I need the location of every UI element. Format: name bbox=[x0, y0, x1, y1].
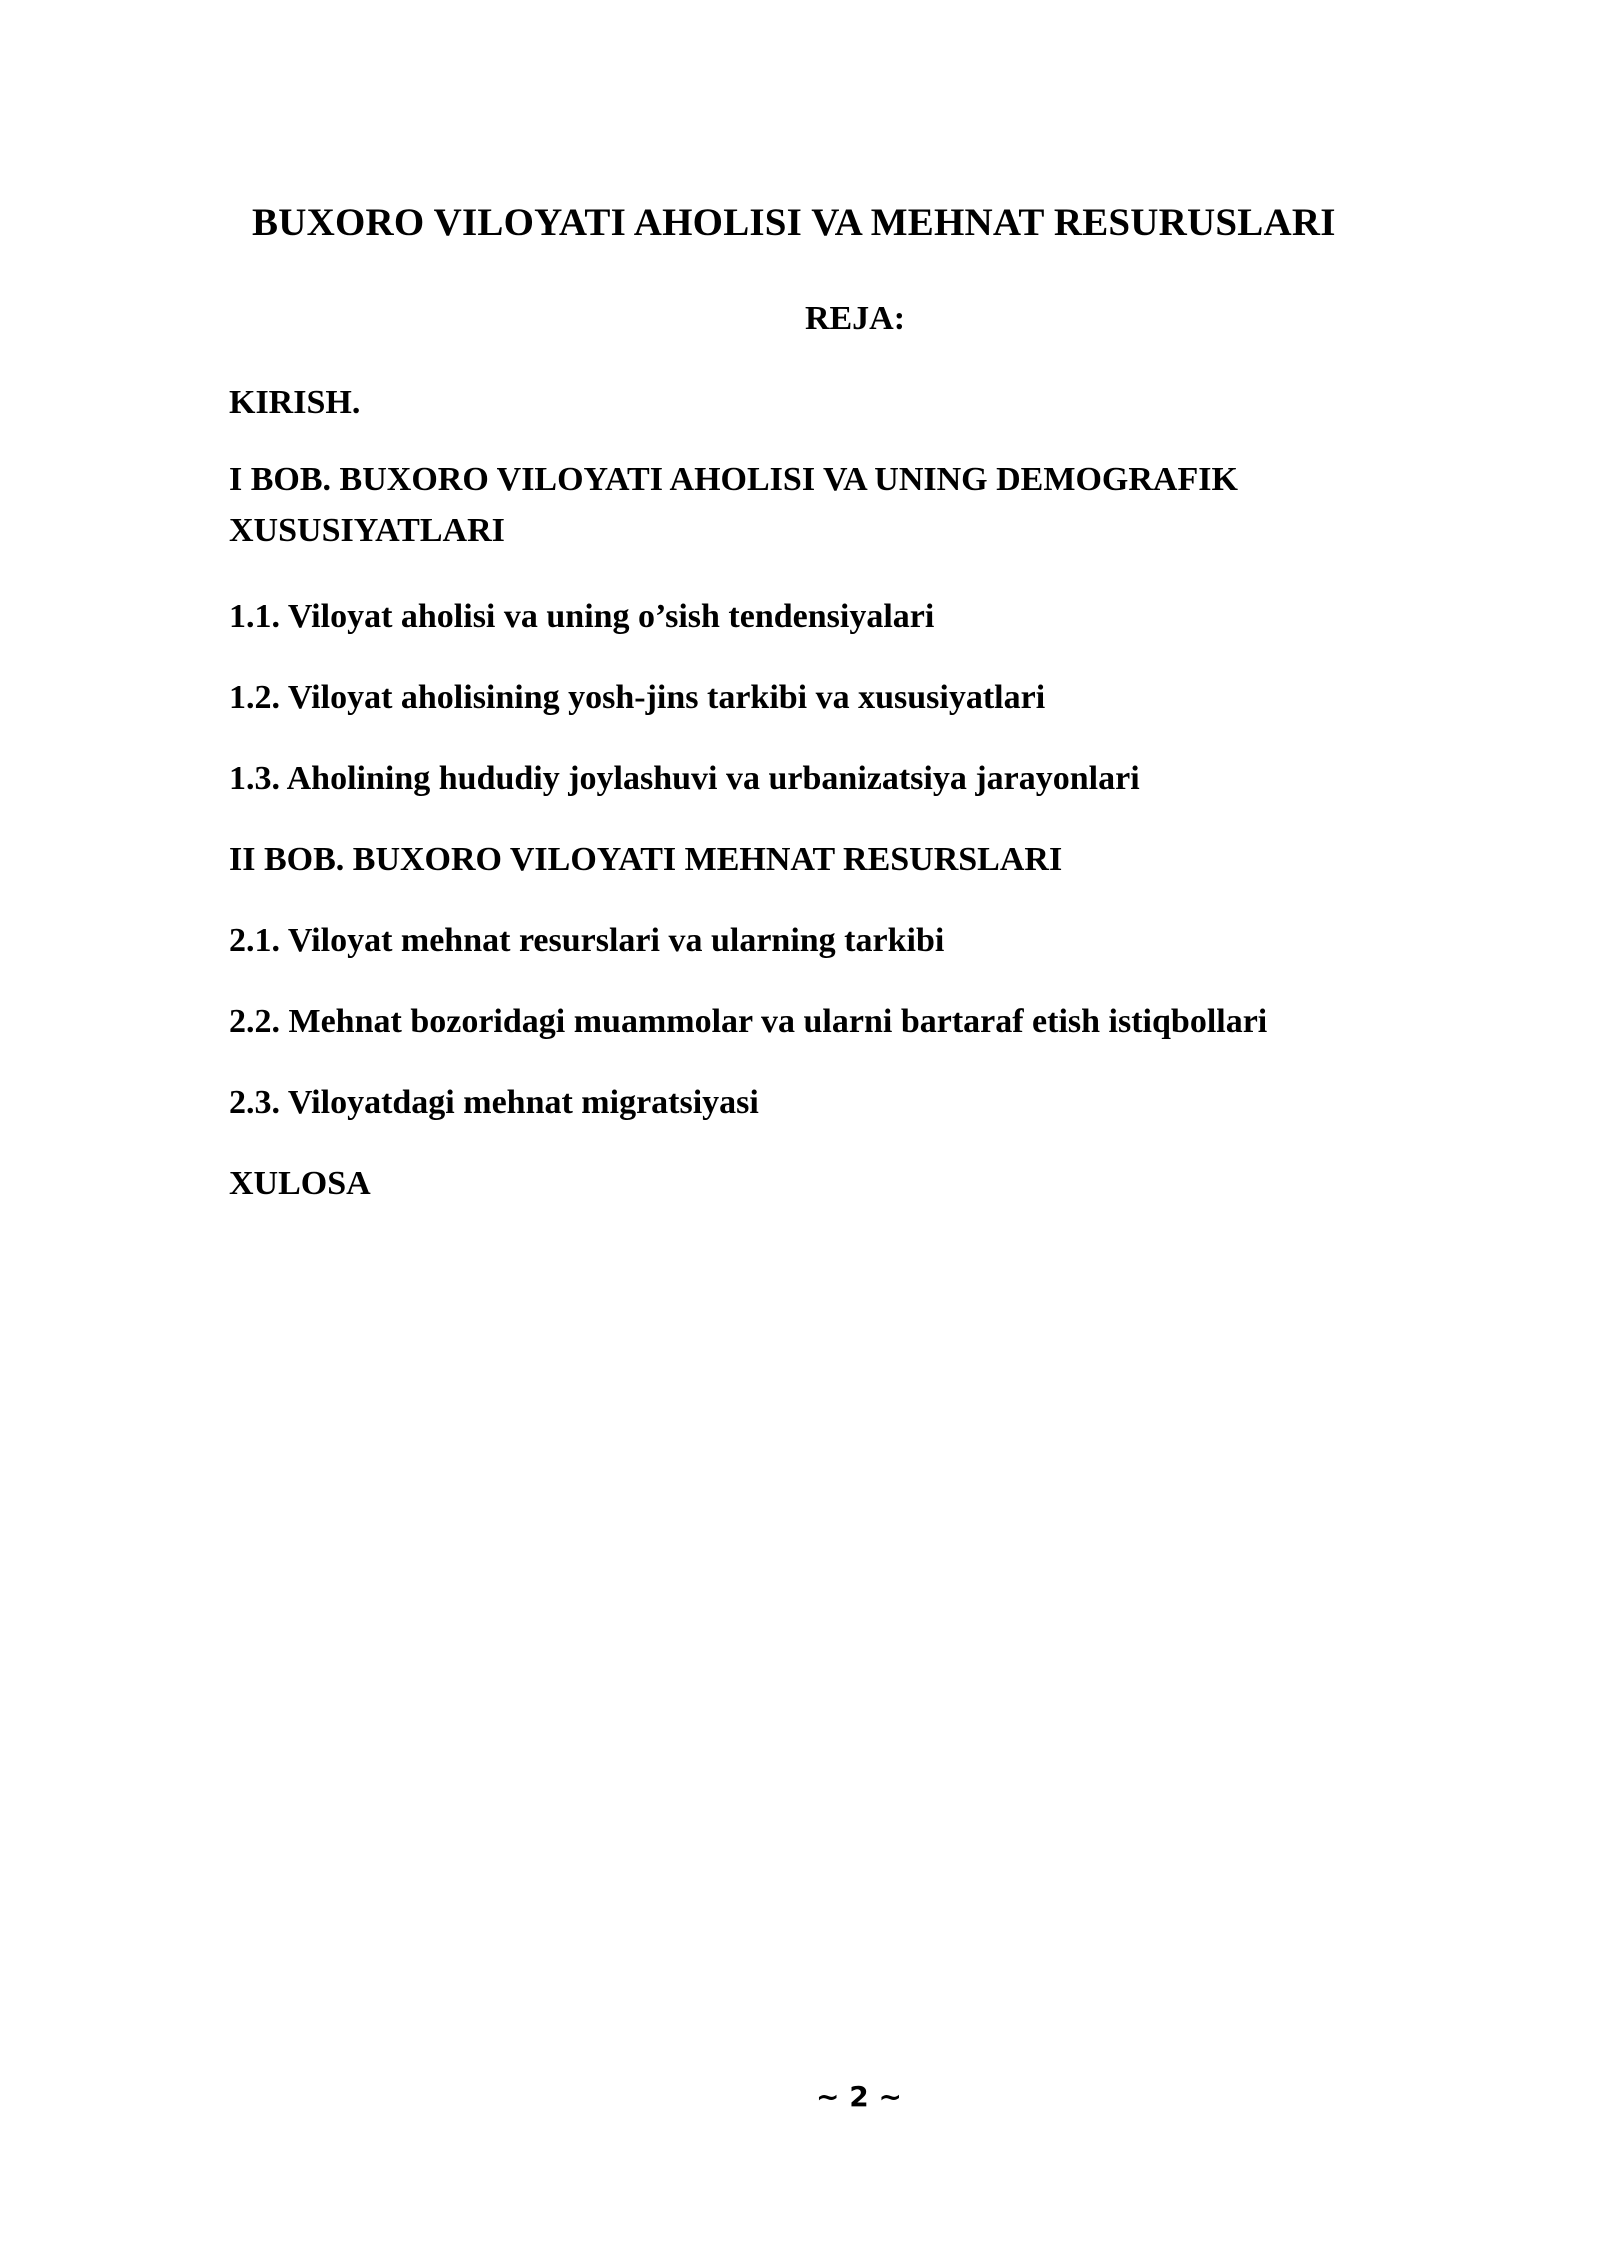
toc-item-1-3: 1.3. Aholining hududiy joylashuvi va urbanizatsiya jarayonlari bbox=[229, 760, 1140, 797]
toc-item-1-2: 1.2. Viloyat aholisining yosh-jins tarkibi va xususiyatlari bbox=[229, 679, 1046, 716]
toc-item-1-1: 1.1. Viloyat aholisi va uning o’sish tendensiyalari bbox=[229, 598, 935, 635]
plan-heading: REJA: bbox=[804, 300, 906, 337]
toc-item-2-3: 2.3. Viloyatdagi mehnat migratsiyasi bbox=[229, 1084, 759, 1121]
toc-item-2-1: 2.1. Viloyat mehnat resurslari va ularning tarkibi bbox=[229, 922, 945, 959]
toc-item-chapter-2: II BOB. BUXORO VILOYATI MEHNAT RESURSLARI bbox=[229, 841, 1063, 878]
page-number: ~ 2 ~ bbox=[816, 2080, 902, 2113]
table-of-contents bbox=[229, 378, 1409, 1209]
toc-item-chapter-1: I BOB. BUXORO VILOYATI AHOLISI VA UNING DEMOGRAFIK XUSUSIYATLARI bbox=[229, 461, 1238, 549]
toc-item-conclusion: XULOSA bbox=[229, 1165, 371, 1202]
toc-item-2-2: 2.2. Mehnat bozoridagi muammolar va ularni bartaraf etish istiqbollari bbox=[229, 1003, 1268, 1040]
document-title: BUXORO VILOYATI AHOLISI VA MEHNAT RESURUSLARI bbox=[252, 201, 1336, 244]
toc-item-intro: KIRISH. bbox=[229, 384, 361, 421]
